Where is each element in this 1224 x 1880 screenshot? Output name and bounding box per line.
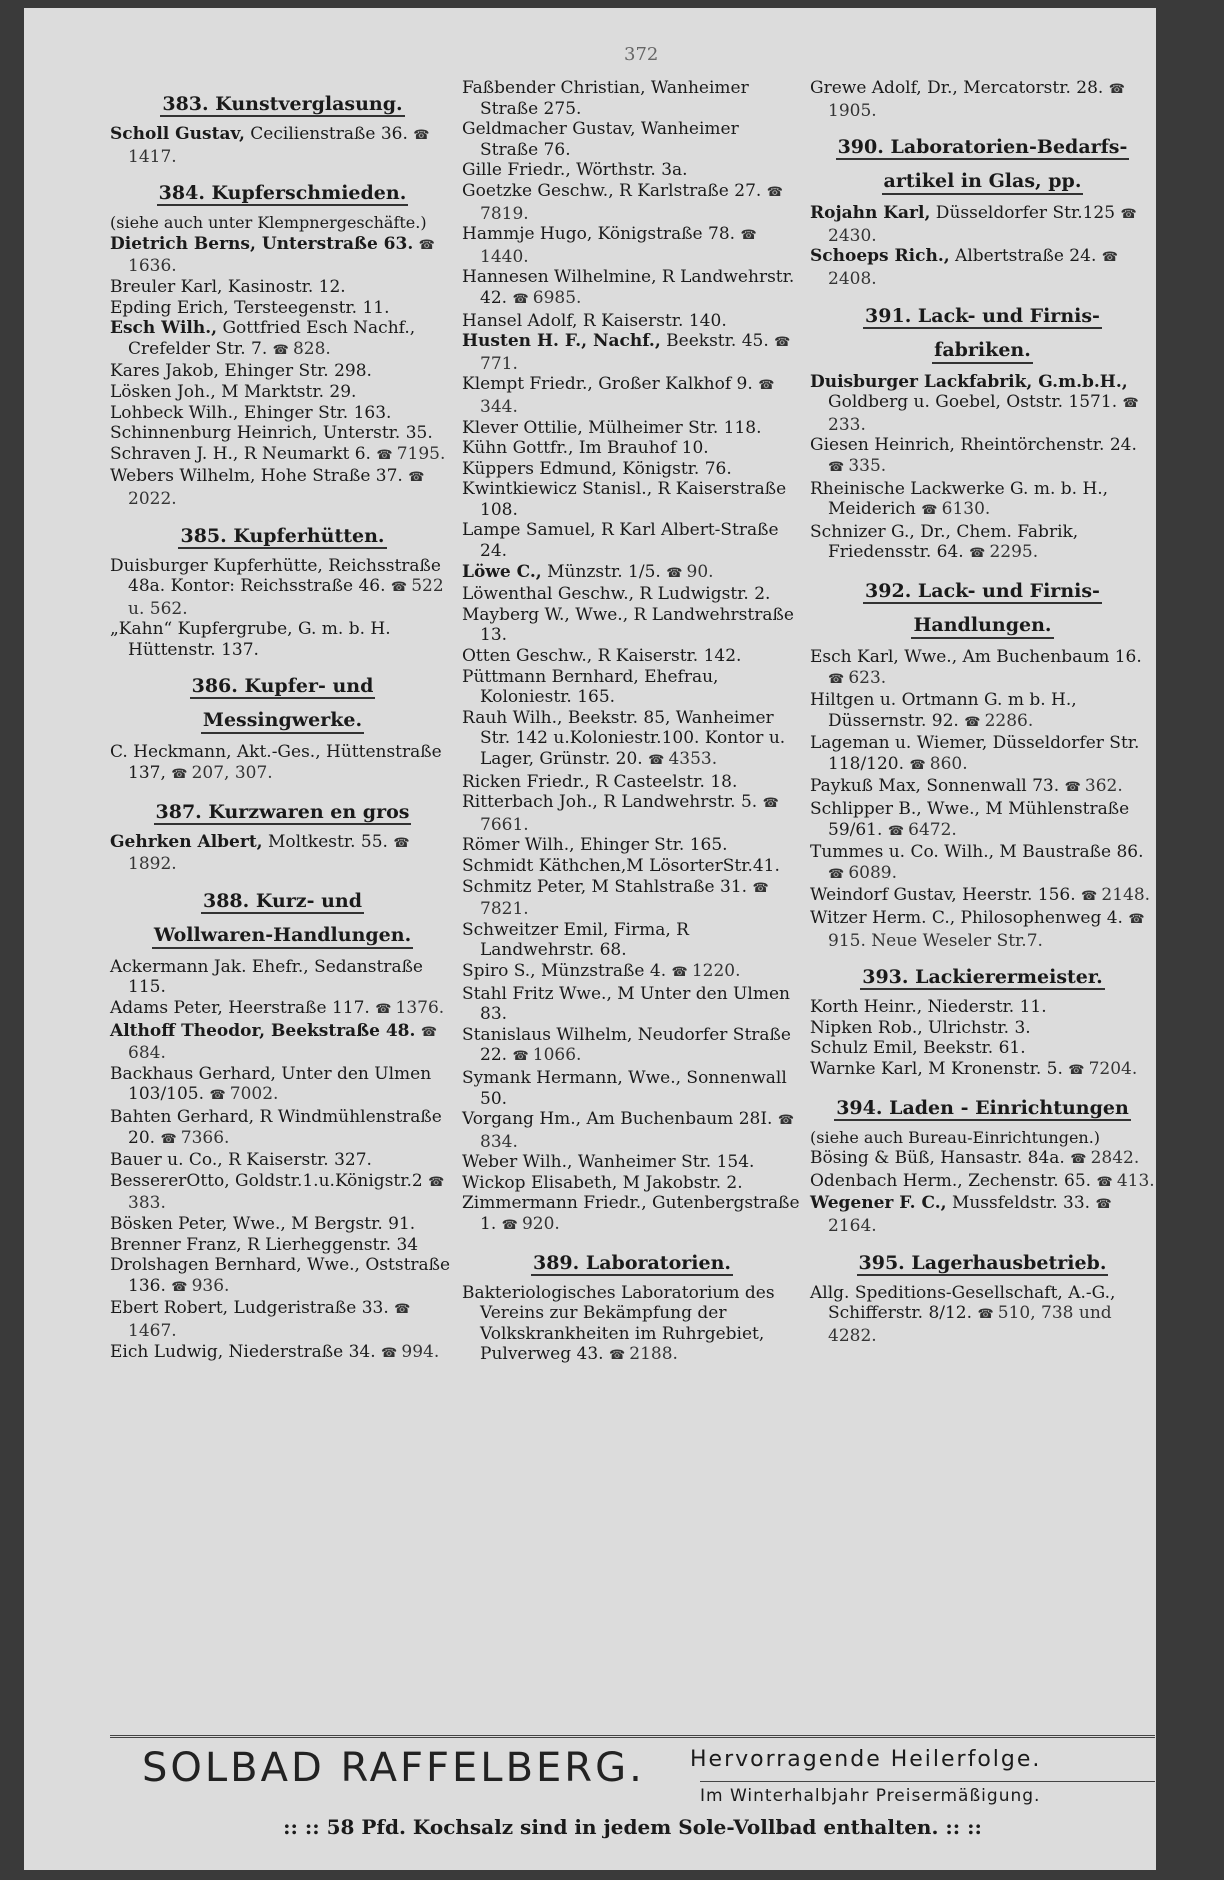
directory-entry [110, 1064, 455, 1107]
directory-entry [110, 1021, 455, 1064]
entry-address: Schraven J. H., R Neumarkt 6. [110, 443, 371, 464]
entry-address: Ebert Robert, Ludgeristraße 33. [110, 1298, 389, 1319]
entry-address: Lampe Samuel, R Karl Albert-Straße 24. [462, 520, 779, 562]
directory-entry [110, 1342, 455, 1365]
directory-entry [110, 998, 455, 1021]
directory-entry [810, 522, 1155, 565]
entry-phone: ☎ 2188. [609, 1344, 678, 1364]
entry-phone: ☎ 7819. [480, 181, 783, 224]
entry-address: Hannesen Wilhelmine, R Landwehrstr. 42. [462, 267, 795, 308]
directory-entry [110, 1255, 455, 1298]
directory-entry [462, 331, 802, 374]
directory-entry [110, 423, 455, 444]
entry-address: Witzer Herm. C., Philosophenweg 4. [810, 908, 1123, 929]
directory-entry [462, 961, 802, 984]
section-heading-text: 390. Laboratorien-Bedarfs- [837, 136, 1128, 159]
entry-address: Cecilienstraße 36. [244, 124, 408, 144]
entry-address: BessererOtto, Goldstr.1.u.Königstr.2 [110, 1170, 423, 1191]
section-heading [110, 674, 455, 734]
directory-entry [462, 877, 802, 920]
directory-entry [810, 647, 1155, 690]
entry-address: Kwintkiewicz Stanisl., R Kaiserstraße 108. [462, 479, 787, 520]
directory-entry [462, 1109, 802, 1152]
entry-address: Korth Heinr., Niederstr. 11. [810, 997, 1047, 1018]
entry-address: Ackermann Jak. Ehefr., Sedanstraße 115. [110, 956, 423, 998]
entry-name: Husten H. F., Nachf., [462, 331, 661, 352]
entry-address: Vorgang Hm., Am Buchenbaum 28I. [462, 1109, 773, 1130]
directory-entry [462, 1283, 802, 1367]
entry-phone: ☎ 362. [1065, 776, 1123, 796]
entry-phone: ☎ 920. [502, 1214, 560, 1234]
entry-phone: ☎ 1467. [128, 1298, 410, 1341]
directory-entry [810, 203, 1155, 246]
section-heading [110, 524, 455, 548]
entry-phone: ☎ 2022. [128, 466, 424, 509]
entry-address: Adams Peter, Heerstraße 117. [110, 998, 370, 1019]
section-heading-text: 395. Lagerhausbetrieb. [858, 1251, 1107, 1274]
entry-address: Allg. Speditions-Gesellschaft, A.-G., Schifferstr. 8/12. [810, 1282, 1116, 1324]
section-heading-text: 389. Laboratorien. [532, 1251, 732, 1274]
entry-phone: ☎ 335. [828, 456, 886, 476]
entry-address: Bahten Gerhard, R Windmühlenstraße 20. [110, 1107, 442, 1148]
entry-address: Albertstraße 24. [949, 246, 1097, 267]
entry-address: Römer Wilh., Ehinger Str. 165. [462, 835, 728, 856]
section-heading [110, 181, 455, 205]
section-heading-text: 383. Kunstverglasung. [162, 93, 403, 115]
directory-entry [810, 997, 1155, 1018]
entry-address: Lageman u. Wiemer, Düsseldorfer Str. 118/120. [810, 733, 1140, 774]
section-heading-text: 393. Lackierermeister. [862, 966, 1103, 989]
directory-entry [110, 556, 455, 620]
directory-entry [810, 78, 1155, 121]
section-heading-text: 392. Lack- und Firnis- [865, 579, 1100, 602]
entry-address: Moltkestr. 55. [262, 831, 388, 852]
ad-tagline: Hervorragende Heilerfolge. [690, 1747, 1042, 1772]
advertisement [110, 1735, 1155, 1845]
entry-name: Scholl Gustav, [110, 124, 245, 144]
entry-address: Lohbeck Wilh., Ehinger Str. 163. [110, 402, 392, 423]
entry-phone: ☎ 413. [1096, 1171, 1154, 1191]
directory-entry [110, 1107, 455, 1150]
directory-entry [110, 1214, 455, 1235]
entry-address: Epding Erich, Tersteegenstr. 11. [110, 297, 390, 318]
entry-address: Bösken Peter, Wwe., M Bergstr. 91. [110, 1213, 416, 1234]
directory-entry [110, 298, 455, 319]
entry-address: Nipken Rob., Ulrichstr. 3. [810, 1017, 1031, 1038]
directory-entry [462, 418, 802, 439]
entry-address: Rheinische Lackwerke G. m. b. H., Meiderich [810, 478, 1109, 520]
entry-phone: ☎ 1376. [375, 998, 444, 1018]
entry-address: Münzstr. 1/5. [541, 561, 661, 582]
entry-name: Wegener F. C., [810, 1193, 947, 1214]
entry-address: Beekstr. 45. [660, 331, 769, 352]
entry-phone: ☎ 1220. [672, 961, 741, 981]
entry-address: Warnke Karl, M Kronenstr. 5. [810, 1059, 1063, 1079]
entry-address: Weber Wilh., Wanheimer Str. 154. [462, 1152, 755, 1173]
directory-entry [110, 619, 455, 660]
entry-phone: ☎ 90. [666, 562, 713, 582]
entry-address: Hiltgen u. Ortmann G. m b. H., Düssernstr. 92. [810, 690, 1077, 731]
section-heading [810, 579, 1155, 639]
section-heading-line2: Wollwaren-Handlungen. [152, 923, 413, 949]
directory-entry [462, 267, 802, 310]
section-note: (siehe auch unter Klempnergeschäfte.) [110, 213, 427, 233]
entry-address: C. Heckmann, Akt.-Ges., Hüttenstraße 137, [110, 742, 442, 784]
section-heading-line2: fabriken. [932, 338, 1033, 364]
entry-phone: ☎ 860. [909, 754, 967, 774]
entry-phone: ☎ 936. [171, 1276, 229, 1296]
entry-phone: ☎ 233. [828, 392, 1139, 435]
entry-address: Löwenthal Geschw., R Ludwigstr. 2. [462, 584, 771, 605]
directory-entry [462, 160, 802, 181]
directory-entry [810, 435, 1155, 478]
directory-entry [462, 708, 802, 772]
entry-address: Bösing & Büß, Hansastr. 84a. [810, 1148, 1065, 1169]
directory-entry [110, 382, 455, 403]
entry-address: Otten Geschw., R Kaiserstr. 142. [462, 646, 742, 667]
entry-address: Wickop Elisabeth, M Jakobstr. 2. [462, 1172, 743, 1193]
section-heading-text: 386. Kupfer- und [191, 675, 374, 698]
directory-entry [810, 1148, 1155, 1171]
entry-address: Grewe Adolf, Dr., Mercatorstr. 28. [810, 78, 1104, 98]
entry-phone: ☎ 684. [128, 1021, 437, 1064]
entry-phone: ☎ 7002. [209, 1084, 278, 1104]
ad-winter-note: Im Winterhalbjahr Preisermäßigung. [700, 1781, 1155, 1806]
directory-entry [462, 181, 802, 224]
directory-entry [462, 1152, 802, 1173]
directory-entry [110, 124, 455, 167]
directory-entry [810, 246, 1155, 289]
entry-phone: ☎ 6130. [921, 499, 990, 519]
directory-entry [810, 885, 1155, 908]
directory-entry [462, 479, 802, 520]
section-heading [810, 1251, 1155, 1275]
ad-brand: SOLBAD RAFFELBERG. [142, 1745, 645, 1791]
directory-entry [810, 733, 1155, 776]
entry-address: Mayberg W., Wwe., R Landwehrstraße 13. [462, 604, 794, 646]
section-heading-text: 391. Lack- und Firnis- [865, 304, 1100, 327]
entry-phone: ☎ 7366. [160, 1128, 229, 1148]
entry-address: Spiro S., Münzstraße 4. [462, 960, 667, 981]
directory-entry [462, 311, 802, 332]
directory-entry [462, 605, 802, 646]
entry-address: Küppers Edmund, Königstr. 76. [462, 458, 732, 479]
directory-entry [810, 1038, 1155, 1059]
entry-address: Schulz Emil, Beekstr. 61. [810, 1038, 1026, 1059]
entry-address: Ritterbach Joh., R Landwehrstr. 5. [462, 792, 758, 813]
entry-phone: ☎ 1066. [512, 1045, 581, 1065]
directory-entry [110, 234, 455, 277]
entry-address: Schinnenburg Heinrich, Unterstr. 35. [110, 423, 433, 444]
directory-entry [462, 1173, 802, 1194]
directory-entry [810, 1283, 1155, 1347]
directory-entry [810, 479, 1155, 522]
directory-entry [462, 119, 802, 160]
directory-entry [462, 1025, 802, 1068]
entry-phone: ☎ 6985. [512, 288, 581, 308]
section-heading [810, 135, 1155, 195]
entry-address: Gottfried Esch Nachf., Crefelder Str. 7. [128, 318, 416, 359]
entry-address: Klever Ottilie, Mülheimer Str. 118. [462, 417, 762, 438]
directory-entry [462, 792, 802, 835]
entry-phone: ☎ 1417. [128, 124, 430, 167]
section-heading [110, 92, 455, 116]
entry-phone: ☎ 1636. [128, 234, 435, 277]
directory-entry [110, 1298, 455, 1341]
entry-address: Mussfeldstr. 33. [946, 1193, 1091, 1214]
section-heading-text: 387. Kurzwaren en gros [155, 800, 410, 823]
entry-address: Tummes u. Co. Wilh., M Baustraße 86. [810, 842, 1144, 863]
directory-entry [810, 1059, 1155, 1082]
entry-address: Lösken Joh., M Marktstr. 29. [110, 381, 357, 402]
section-heading [110, 889, 455, 949]
entry-name: Esch Wilh., [110, 318, 218, 339]
entry-address: Drolshagen Bernhard, Wwe., Oststraße 136. [110, 1255, 451, 1296]
ad-salt-note: :: :: 58 Pfd. Kochsalz sind in jedem Sole-Vollbad enthalten. :: :: [283, 1815, 982, 1839]
entry-address: Symank Hermann, Wwe., Sonnenwall 50. [462, 1067, 787, 1109]
entry-phone: ☎ 1905. [828, 78, 1125, 121]
directory-entry [462, 438, 802, 459]
directory-entry [110, 832, 455, 875]
directory-entry [810, 690, 1155, 733]
directory-entry [110, 1235, 455, 1256]
entry-address: Giesen Heinrich, Rheintörchenstr. 24. [810, 435, 1137, 456]
entry-address: Püttmann Bernhard, Ehefrau, Koloniestr. 165. [462, 666, 719, 708]
directory-entry [462, 78, 802, 119]
entry-name: Dietrich Berns, Unterstraße 63. [110, 233, 414, 254]
directory-entry [462, 224, 802, 267]
directory-entry [462, 1193, 802, 1236]
entry-phone: ☎ 2148. [1081, 885, 1150, 905]
directory-entry [462, 835, 802, 856]
entry-address: Schnizer G., Dr., Chem. Fabrik, Friedensstr. 64. [810, 521, 1079, 563]
entry-address: Geldmacher Gustav, Wanheimer Straße 76. [462, 119, 739, 160]
entry-address: Weindorf Gustav, Heerstr. 156. [810, 885, 1076, 906]
column-2 [462, 78, 802, 1367]
section-heading-text: 385. Kupferhütten. [180, 524, 385, 547]
directory-entry [462, 459, 802, 480]
entry-address: Zimmermann Friedr., Gutenbergstraße 1. [462, 1193, 800, 1235]
entry-address: Faßbender Christian, Wanheimer Straße 275. [462, 78, 749, 119]
directory-entry [110, 444, 455, 467]
entry-phone: ☎ 6472. [888, 820, 957, 840]
entry-phone: ☎ 522 u. 562. [128, 576, 444, 619]
entry-name: Rojahn Karl, [810, 203, 931, 224]
entry-phone: ☎ 6089. [828, 863, 897, 883]
directory-entry [462, 984, 802, 1025]
entry-address: Goldberg u. Goebel, Oststr. 1571. [828, 392, 1118, 413]
entry-phone: ☎ 7821. [480, 877, 769, 920]
directory-entry [462, 562, 802, 585]
entry-address: „Kahn“ Kupfergrube, G. m. b. H. Hüttenstr. 137. [110, 619, 391, 660]
directory-entry [462, 856, 802, 877]
entry-address: Odenbach Herm., Zechenstr. 65. [810, 1170, 1092, 1191]
entry-address: Bauer u. Co., R Kaiserstr. 327. [110, 1150, 372, 1171]
entry-phone: ☎ 7661. [480, 792, 779, 835]
entry-address: Stanislaus Wilhelm, Neudorfer Straße 22. [462, 1024, 791, 1066]
entry-address: Paykuß Max, Sonnenwall 73. [810, 776, 1060, 797]
entry-phone: ☎ 2430. [828, 203, 1137, 246]
section-note: (siehe auch Bureau-Einrichtungen.) [810, 1127, 1101, 1147]
column-1 [110, 78, 455, 1364]
directory-entry [110, 318, 455, 361]
directory-entry [462, 1068, 802, 1109]
directory-entry [462, 772, 802, 793]
ad-divider [110, 1735, 1155, 1738]
section-heading [810, 1096, 1155, 1120]
entry-phone: ☎ 1440. [480, 224, 757, 267]
entry-address: Hansel Adolf, R Kaiserstr. 140. [462, 310, 727, 331]
section-heading [462, 1251, 802, 1275]
entry-address: Hammje Hugo, Königstraße 78. [462, 224, 736, 245]
section-heading-line2: Handlungen. [911, 613, 1053, 639]
entry-address: Schmidt Käthchen,M LösorterStr.41. [462, 855, 780, 876]
directory-entry [110, 361, 455, 382]
entry-address: Gille Friedr., Wörthstr. 3a. [462, 160, 688, 181]
entry-name: Duisburger Lackfabrik, G.m.b.H., [810, 371, 1128, 392]
entry-address: Stahl Fritz Wwe., M Unter den Ulmen 83. [462, 983, 790, 1025]
entry-address: Webers Wilhelm, Hohe Straße 37. [110, 466, 403, 487]
directory-entry [462, 584, 802, 605]
directory-entry [462, 374, 802, 417]
directory-entry [810, 799, 1155, 842]
entry-phone: ☎ 2842. [1070, 1148, 1139, 1168]
entry-phone: ☎ 4353. [648, 749, 717, 769]
entry-address: Esch Karl, Wwe., Am Buchenbaum 16. [810, 646, 1142, 667]
entry-phone: ☎ 207, 307. [171, 763, 272, 783]
entry-phone: ☎ 383. [128, 1171, 444, 1214]
entry-phone: ☎ 1892. [128, 832, 410, 875]
directory-entry [810, 1193, 1155, 1236]
directory-entry [110, 1150, 455, 1171]
entry-phone: ☎ 771. [480, 331, 790, 374]
section-heading-line2: artikel in Glas, pp. [882, 169, 1084, 195]
entry-name: Schoeps Rich., [810, 246, 950, 267]
section-heading [110, 800, 455, 824]
directory-entry [462, 646, 802, 667]
section-heading [810, 304, 1155, 364]
directory-entry [462, 520, 802, 561]
entry-name: Löwe C., [462, 561, 542, 582]
entry-phone: ☎ 834. [480, 1109, 794, 1152]
directory-entry [810, 372, 1155, 436]
section-heading [810, 965, 1155, 989]
entry-phone: ☎ 2164. [828, 1193, 1112, 1236]
section-heading-line2: Messingwerke. [201, 708, 364, 734]
entry-phone: ☎ 915. Neue Weseler Str.7. [828, 908, 1145, 951]
entry-address: Schmitz Peter, M Stahlstraße 31. [462, 876, 748, 897]
entry-phone: ☎ 994. [381, 1342, 439, 1362]
entry-phone: ☎ 7204. [1068, 1059, 1137, 1079]
entry-address: Bakteriologisches Laboratorium des Vereins zur Bekämpfung der Volkskrankheiten im Ruhrgebiet, Pulverweg 43. [462, 1282, 775, 1365]
entry-phone: ☎ 510, 738 und 4282. [828, 1303, 1112, 1346]
entry-address: Kühn Gottfr., Im Brauhof 10. [462, 438, 709, 459]
entry-name: Gehrken Albert, [110, 831, 263, 852]
section-heading-text: 388. Kurz- und [202, 889, 362, 912]
entry-address: Backhaus Gerhard, Unter den Ulmen 103/105. [110, 1063, 432, 1105]
page-number: 372 [624, 44, 659, 65]
section-heading-text: 394. Laden - Einrichtungen [836, 1096, 1129, 1119]
entry-phone: ☎ 623. [828, 668, 886, 688]
column-3 [810, 78, 1155, 1346]
directory-entry [110, 1171, 455, 1214]
entry-address: Kares Jakob, Ehinger Str. 298. [110, 361, 372, 382]
directory-entry [462, 920, 802, 961]
entry-name: Althoff Theodor, Beekstraße 48. [110, 1020, 416, 1041]
directory-entry [810, 908, 1155, 951]
entry-address: Eich Ludwig, Niederstraße 34. [110, 1341, 376, 1362]
directory-entry [110, 277, 455, 298]
entry-address: Breuler Karl, Kasinostr. 12. [110, 276, 346, 297]
entry-address: Duisburger Kupferhütte, Reichsstraße 48a. Kontor: Reichsstraße 46. [110, 555, 441, 597]
directory-entry [462, 667, 802, 708]
entry-address: Klempt Friedr., Großer Kalkhof 9. [462, 374, 753, 395]
directory-entry [110, 466, 455, 509]
entry-phone: ☎ 2295. [969, 542, 1038, 562]
entry-address: Rauh Wilh., Beekstr. 85, Wanheimer Str. 142 u.Koloniestr.100. Kontor u. Lager, Grünstr. 20. [462, 707, 786, 769]
entry-address: Schlipper B., Wwe., M Mühlenstraße 59/61. [810, 799, 1130, 840]
directory-entry [110, 742, 455, 785]
directory-entry [110, 957, 455, 998]
entry-address: Goetzke Geschw., R Karlstraße 27. [462, 180, 762, 201]
entry-address: Düsseldorfer Str.125 [930, 203, 1116, 224]
entry-address: Ricken Friedr., R Casteelstr. 18. [462, 771, 738, 792]
entry-address: Schweitzer Emil, Firma, R Landwehrstr. 68. [462, 919, 689, 961]
entry-address: Brenner Franz, R Lierheggenstr. 34 [110, 1234, 419, 1255]
section-heading-text: 384. Kupferschmieden. [158, 182, 407, 205]
directory-entry [810, 1171, 1155, 1194]
entry-phone: ☎ 7195. [376, 444, 445, 464]
entry-phone: ☎ 2286. [964, 711, 1033, 731]
entry-phone: ☎ 344. [480, 374, 774, 417]
entry-phone: ☎ 2408. [828, 246, 1118, 289]
directory-entry [110, 403, 455, 424]
directory-entry [810, 842, 1155, 885]
entry-phone: ☎ 828. [273, 339, 331, 359]
directory-entry [810, 776, 1155, 799]
directory-entry [810, 1018, 1155, 1039]
